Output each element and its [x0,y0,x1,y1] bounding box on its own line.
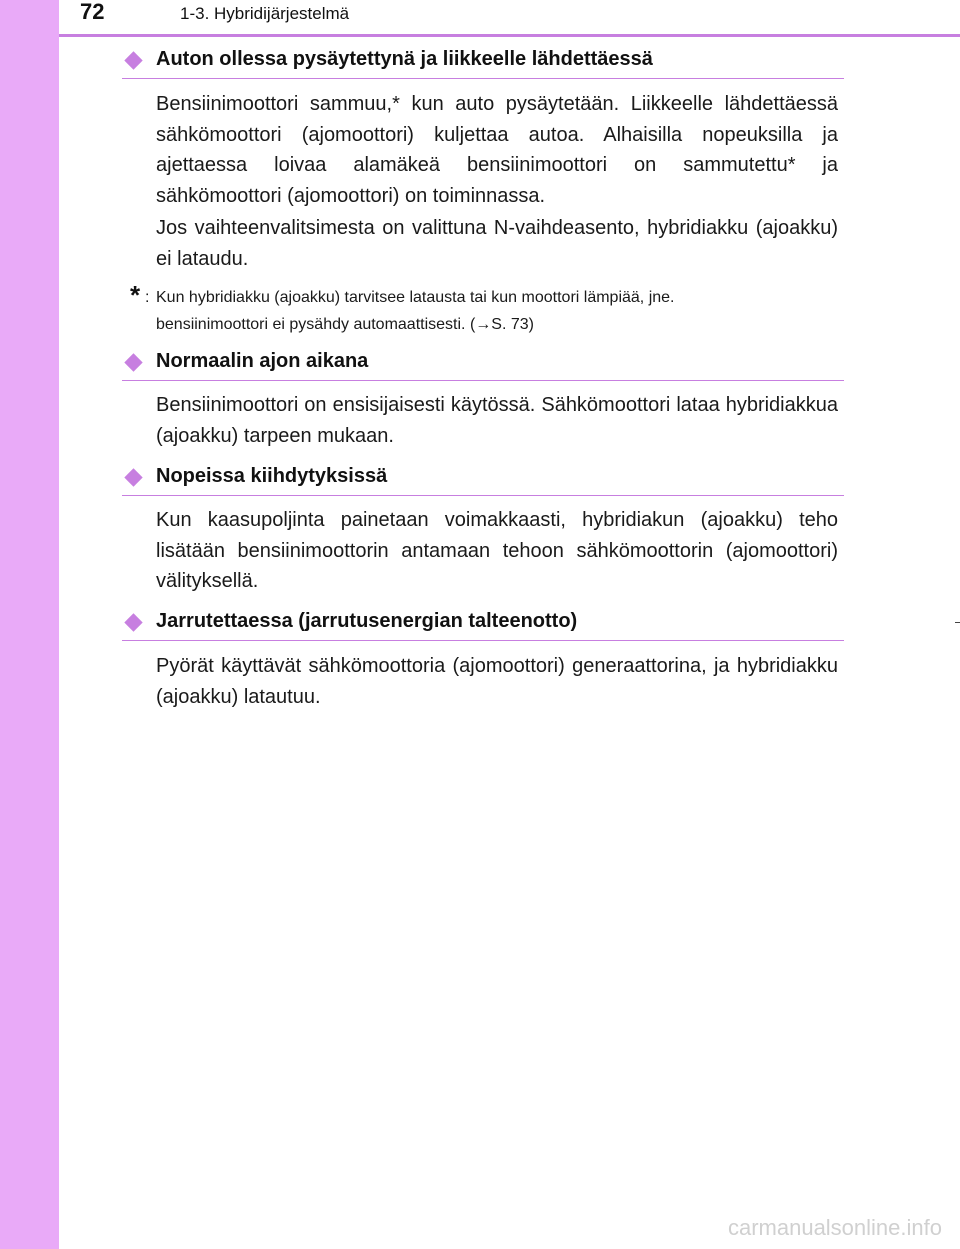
paragraph: Kun kaasupoljinta painetaan voimakkaasti, hybridiakun (ajoakku) teho lisätään bensiinimoottorin antamaan tehoon sähkömoottorin (ajomoottori) välityksellä. [156,509,838,592]
section-heading-text: Jarrutettaessa (jarrutusenergian talteenotto) [156,610,578,632]
paragraph: Pyörät käyttävät sähkömoottoria (ajomoottori) generaattorina, ja hybridiakku (ajoakku) latautuu. [156,655,838,708]
paragraph: Jos vaihteenvalitsimesta on valittuna N-vaihdeasento, hybridiakku (ajoakku) ei lataudu. [156,217,838,270]
left-color-band [0,0,59,1249]
footnote-colon: : [145,289,150,306]
section-heading-stopped-and-starting [122,48,844,79]
footnote-line-2: bensiinimoottori ei pysähdy automaattisesti. (→S. 73) [156,316,534,333]
section-heading-hard-acceleration [122,465,844,496]
chapter-title: 1-3. Hybridijärjestelmä [180,4,350,23]
section-heading-text: Normaalin ajon aikana [156,350,369,372]
footnote [145,284,838,338]
section-heading-text: Nopeissa kiihdytyksissä [156,465,388,487]
section-heading-text: Auton ollessa pysäytettynä ja liikkeelle lähdettäessä [156,48,653,70]
section-heading-normal-driving [122,350,844,381]
edge-tick [955,622,960,623]
footnote-asterisk: * [130,280,141,310]
footnote-line-1: Kun hybridiakku (ajoakku) tarvitsee latausta tai kun moottori lämpiää, jne. [156,289,675,306]
paragraph: Bensiinimoottori sammuu,* kun auto pysäytetään. Liikkeelle lähdettäessä sähkömoottori (ajomoottori) kuljettaa autoa. Alhaisilla nopeuksilla ja ajettaessa loivaa alamäkeä bensiinimoottori on sammutettu* ja sähkömoottori (ajomoottori) on toiminnassa. [156,93,838,207]
watermark: carmanualsonline.info [727,1215,942,1240]
section-heading-regenerative-braking [122,610,844,641]
diamond-bullet-icon [124,51,142,69]
diamond-bullet-icon [124,353,142,371]
diamond-bullet-icon [124,613,142,631]
header-rule [59,34,960,37]
diamond-bullet-icon [124,468,142,486]
paragraph: Bensiinimoottori on ensisijaisesti käytössä. Sähkömoottori lataa hybridiakkua (ajoakku) tarpeen mukaan. [156,394,838,447]
page-number: 72 [80,0,105,24]
